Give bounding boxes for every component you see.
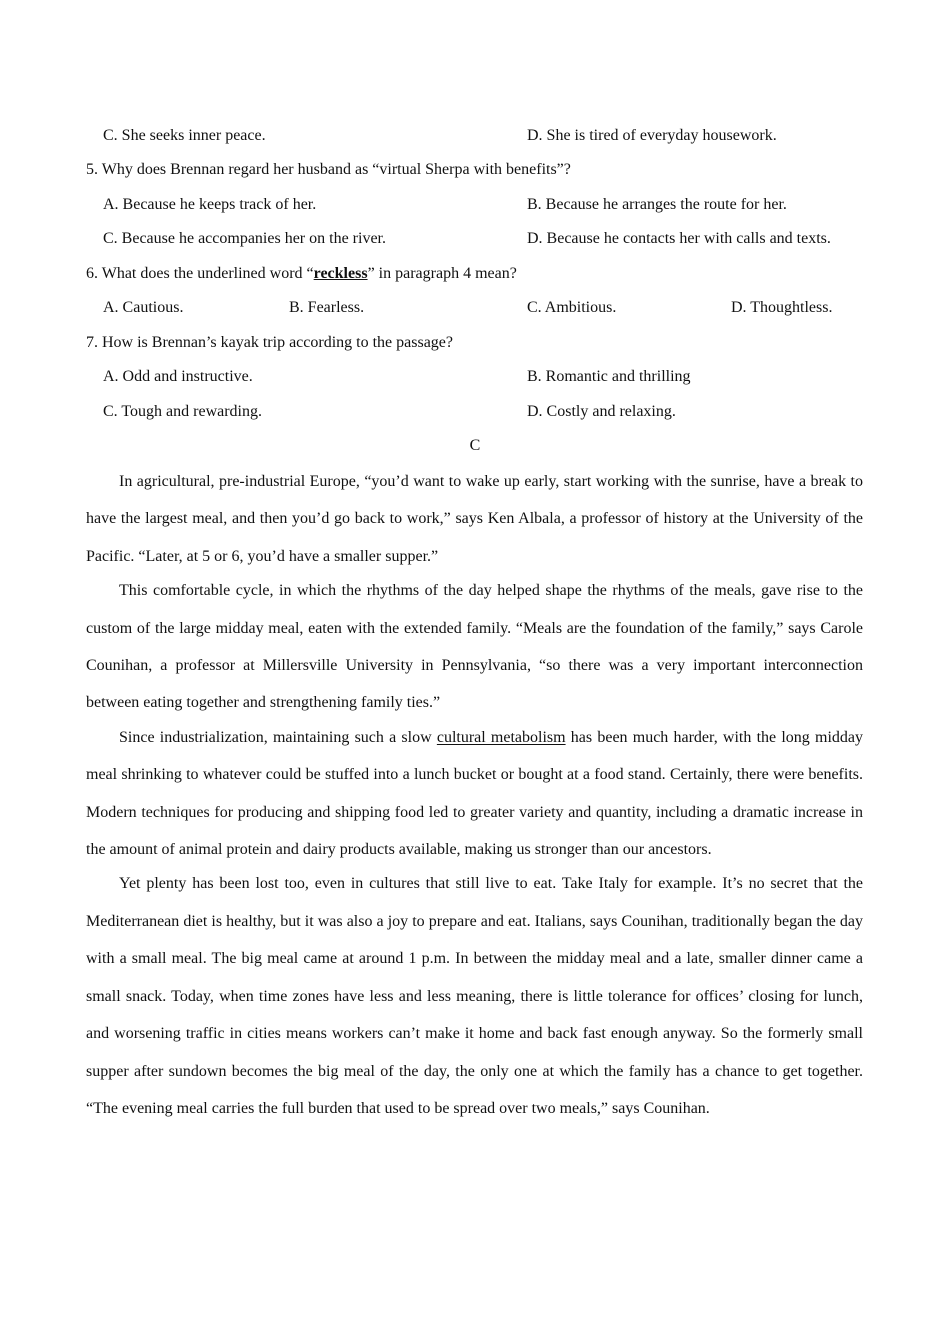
passage (86, 463, 863, 1124)
q7-option-a: A. Odd and instructive. (103, 368, 253, 385)
question-7: 7. How is Brennan’s kayak trip according to the passage? (86, 334, 454, 351)
q6-option-d: D. Thoughtless. (731, 299, 833, 316)
q5-option-d: D. Because he contacts her with calls and texts. (527, 230, 831, 247)
q7-option-d: D. Costly and relaxing. (527, 403, 676, 420)
section-label: C (469, 437, 481, 454)
q6-option-a: A. Cautious. (103, 299, 184, 316)
q5-option-b: B. Because he arranges the route for her. (527, 196, 787, 213)
paragraph-1: In agricultural, pre-industrial Europe, “you’d want to wake up early, start working with the sunrise, have a break to have the largest meal, and then you’d go back to work,” says Ken Albala, a professor of history at the University of the Pacific. “Later, at 5 or 6, you’d have a smaller supper.” (86, 473, 863, 565)
paragraph-4: Yet plenty has been lost too, even in cultures that still live to eat. Take Italy for example. It’s no secret that the Mediterranean diet is healthy, but it was also a joy to prepare and eat. Italians, says Counihan, traditionally began the day with a small meal. The big meal came at around 1 p.m. In between the midday meal and a late, smaller dinner came a small snack. Today, when time zones have less and less meaning, there is little tolerance for offices’ closing for lunch, and worsening traffic in cities means workers can’t make it home and back fast enough anyway. So the formerly small supper after sundown becomes the big meal of the day, the only one at which the family has a chance to get together. “The evening meal carries the full burden that used to be spread over two meals,” says Counihan. (86, 875, 863, 1117)
q7-option-b: B. Romantic and thrilling (527, 368, 691, 385)
paragraph-3 (86, 719, 863, 869)
q4-option-c: C. She seeks inner peace. (103, 127, 266, 144)
q5-option-c: C. Because he accompanies her on the river. (103, 230, 386, 247)
q6-option-b: B. Fearless. (289, 299, 365, 316)
question-6 (86, 265, 517, 283)
q6-option-c: C. Ambitious. (527, 299, 617, 316)
q7-option-c: C. Tough and rewarding. (103, 403, 262, 420)
paragraph-2: This comfortable cycle, in which the rhythms of the day helped shape the rhythms of the meals, gave rise to the custom of the large midday meal, eaten with the extended family. “Meals are the foundation of the family,” says Carole Counihan, a professor at Millersville University in Pennsylvania, “so there was a very important interconnection between eating together and strengthening family ties.” (86, 582, 863, 712)
q6-target-word: reckless (313, 265, 368, 282)
q6-stem-post: ” in paragraph 4 mean? (367, 265, 517, 282)
paragraph-3-end: has been much harder, with the long midday meal shrinking to whatever could be stuffed into a lunch bucket or bought at a food stand. Certainly, there were benefits. Modern techniques for producing and shipping food led to greater variety and quantity, including a dramatic increase in the amount of animal protein and dairy products available, making us stronger than our ancestors. (86, 728, 863, 859)
q6-stem-pre: 6. What does the underlined word “ (86, 265, 314, 282)
q4-option-d: D. She is tired of everyday housework. (527, 127, 777, 144)
q5-option-a: A. Because he keeps track of her. (103, 196, 317, 213)
paragraph-3-start: Since industrialization, maintaining such a slow (119, 728, 437, 746)
question-5: 5. Why does Brennan regard her husband as “virtual Sherpa with benefits”? (86, 161, 571, 178)
underlined-phrase: cultural metabolism (436, 728, 566, 746)
